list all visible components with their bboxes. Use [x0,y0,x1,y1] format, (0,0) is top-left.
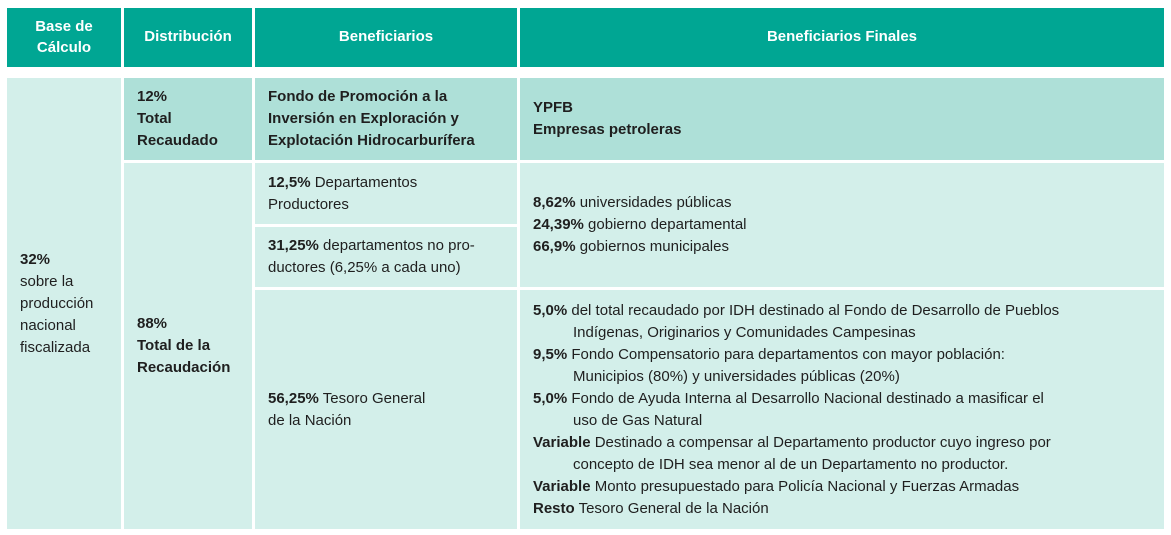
header-beneficiarios: Beneficiarios [255,8,517,67]
dist-88-line-2: Recaudación [137,359,231,376]
header-distribucion: Distribución [124,8,252,67]
base-calculo-line-2: producción [20,294,94,312]
base-calculo-line-3: nacional [20,316,76,334]
benef-fondo-line-3: Explotación Hidrocarburífera [268,132,475,149]
final-tgn-item: Resto Tesoro General de la Nación [533,499,769,517]
benef-tgn-cell [255,290,517,529]
dist-12-cell [124,78,252,160]
final-tgn-item: Variable Destinado a compensar al Departamento productor cuyo ingreso por concepto de IDH sea menor al de un Departamento no productor. [533,433,1051,473]
benef-productores-line-1: Departamentos [310,173,418,191]
final-dept-row: 24,39% gobierno departamental [533,216,747,233]
benef-tgn-line-2: de la Nación [268,411,352,429]
benef-tgn-pct: 56,25% [268,389,319,407]
final-tgn-cell [520,290,1164,529]
dist-12-pct: 12% [137,88,168,105]
final-dept-row: 8,62% universidades públicas [533,194,732,211]
benef-fondo-line-2: Inversión en Exploración y [268,110,459,127]
final-ypfb-cell [520,78,1164,160]
header-base-calculo: Base de Cálculo [7,8,121,67]
benef-no-productores-line-1: departamentos no pro- [318,237,475,254]
benef-productores-line-2: Productores [268,195,349,213]
final-tgn-item: 9,5% Fondo Compensatorio para departamentos con mayor población: Municipios (80%) y universidades públicas (20%) [533,345,1005,385]
base-calculo-line-4: fiscalizada [20,338,91,356]
dist-88-line-1: Total de la [137,337,211,354]
base-calculo-cell [7,78,121,529]
final-dept-cell [520,163,1164,287]
dist-12-line-2: Recaudado [137,132,218,149]
base-calculo-pct: 32% [20,250,51,268]
final-dept-row: 66,9% gobiernos municipales [533,238,729,255]
final-tgn-item: Variable Monto presupuestado para Policía Nacional y Fuerzas Armadas [533,477,1020,495]
benef-fondo-line-1: Fondo de Promoción a la [268,88,448,105]
base-calculo-line-1: sobre la [20,272,74,290]
benef-no-productores-cell [255,227,517,287]
benef-no-productores-line-2: ductores (6,25% a cada uno) [268,259,461,276]
benef-productores-pct: 12,5% [268,173,311,191]
dist-88-pct: 88% [137,315,168,332]
benef-productores-cell [255,163,517,224]
dist-88-cell [124,163,252,529]
benef-fondo-cell [255,78,517,160]
benef-tgn-line-1: Tesoro General [318,389,426,407]
dist-12-line-1: Total [137,110,172,127]
benef-no-productores-pct: 31,25% [268,237,319,254]
final-ypfb-line-1: YPFB [533,99,574,116]
header-beneficiarios-finales: Beneficiarios Finales [520,8,1164,67]
final-ypfb-line-2: Empresas petroleras [533,121,682,138]
final-tgn-item: 5,0% Fondo de Ayuda Interna al Desarrollo Nacional destinado a masificar el uso de Gas Natural [533,389,1044,429]
final-tgn-item: 5,0% del total recaudado por IDH destinado al Fondo de Desarrollo de Pueblos Indígenas, Originarios y Comunidades Campesinas [533,301,1060,341]
